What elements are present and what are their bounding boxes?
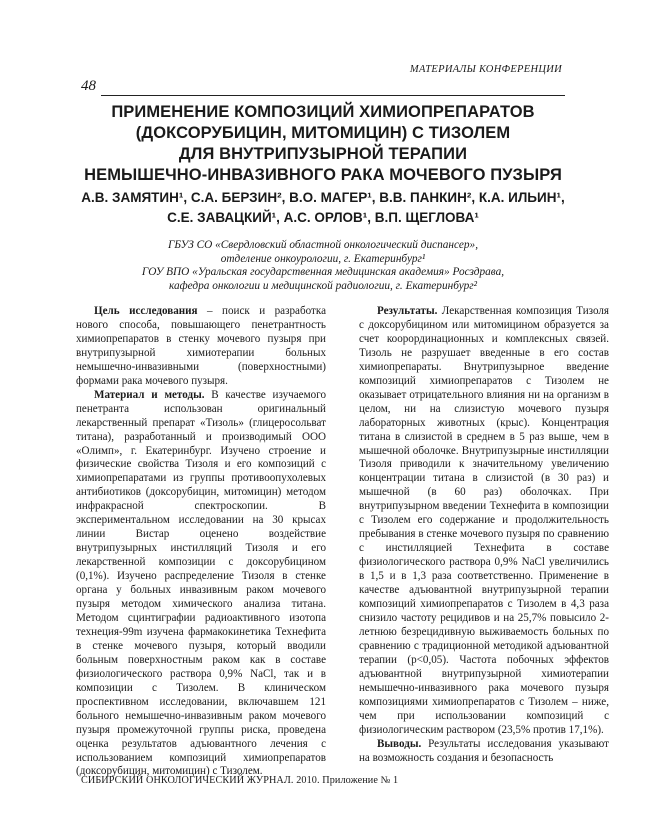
conclusions-text: Результаты исследования указывают на возможность создания и безопасность	[359, 737, 609, 764]
conclusions-label: Выводы.	[377, 737, 422, 750]
authors-line: С.Е. ЗАВАЦКИЙ¹, А.С. ОРЛОВ¹, В.П. ЩЕГЛОВА¹	[167, 210, 479, 225]
authors-line: А.В. ЗАМЯТИН¹, С.А. БЕРЗИН², В.О. МАГЕР¹, В.В. ПАНКИН², К.А. ИЛЬИН¹,	[81, 190, 565, 205]
affiliations	[70, 239, 576, 293]
title-line: ПРИМЕНЕНИЕ КОМПОЗИЦИЙ ХИМИОПРЕПАРАТОВ	[111, 103, 535, 121]
results-paragraph	[359, 305, 609, 738]
title-line: НЕМЫШЕЧНО-ИНВАЗИВНОГО РАКА МОЧЕВОГО ПУЗЫРЯ	[84, 166, 562, 184]
running-head: МАТЕРИАЛЫ КОНФЕРЕНЦИИ	[409, 64, 562, 75]
conclusions-paragraph	[359, 738, 609, 766]
article-title	[60, 102, 586, 186]
journal-footer: СИБИРСКИЙ ОНКОЛОГИЧЕСКИЙ ЖУРНАЛ. 2010. Приложение № 1	[81, 775, 399, 786]
affiliation-line: ГОУ ВПО «Уральская государственная медицинская академия» Росздрава,	[141, 266, 505, 279]
aim-paragraph	[76, 305, 326, 389]
affiliation-line: кафедра онкологии и медицинской радиологии, г. Екатеринбург²	[168, 279, 478, 292]
results-text: Лекарственная композиция Тизоля с доксорубицином или митомицином образуется за счет коорординационных и комплексных связей. Тизоль не разрушает введенные в его состав химиопрепараты. Внутрипузырное введение композиций химиопрепаратов с Тизолем не оказывает отрицательного влияния ни на организм в целом, ни на слизистую мочевого пузыря лабораторных животных (крыс). Концентрация титана в слизистой в среднем в 5 раз выше, чем в мышечной оболочке. Внутрипузырные инстилляции Тизоля приводили к значительному увеличению концентрации титана в слизистой (в 30 раз) и мышечной (в 60 раз) оболочках. При внутрипузырном введении Технефита в композиции с Тизолем его содержание и продолжительность пребывания в стенке мочевого пузыря по сравнению с инстилляцией Технефита в составе физиологического раствора 0,9% NaCl увеличились в 1,5 и в 1,3 раза соответственно. Применение в качестве адъювантной внутрипузырной терапии композиций химиопрепаратов с Тизолем в 4,3 раза снизило частоту рецидивов и на 25,7% повысило 2-летнюю безрецидивную выживаемость больных по сравнению с традиционной методикой адъювантной терапии (p<0,05). Частота побочных эффектов адъювантной внутрипузырной химиотерапии немышечно-инвазивного рака мочевого пузыря композициями химиопрепаратов с Тизолем – ниже, чем при использовании композиций с физиологическим раствором (23,5% против 17,1%).	[359, 305, 609, 736]
affiliation-line: ГБУЗ СО «Свердловский областной онкологический диспансер»,	[167, 239, 479, 251]
affiliation-line: отделение онкоурологии, г. Екатеринбург¹	[220, 252, 426, 265]
left-column	[76, 305, 326, 779]
header-rule	[101, 95, 565, 96]
methods-text: В качестве изучаемого пенетранта использован оригинальный лекарственный препарат «Тизоль» (глицеросольват титана), разработанный и производимый ООО «Олимп», г. Екатеринбург. Изучено строение и физические свойства Тизоля и его композиций с химиопрепаратами из группы противоопухолевых антибиотиков (доксорубицин, митомицин) методом инфракрасной спектроскопии. В экспериментальном исследовании на 30 крысах линии Вистар оценено воздействие внутрипузырных инстилляций Тизоля и его лекарственной композиции с доксорубицином (0,1%). Изучено распределение Тизоля в стенке органа у больных инвазивным раком мочевого пузыря методом химического анализа титана. Методом сцинтиграфии радиоактивного изотопа технеция-99m изучена фармакокинетика Технефита в стенке мочевого пузыря, который вводили больным поверхностным раком как в составе физиологического раствора 0,9% NaCl, так и в композиции с Тизолем. В клиническом проспективном исследовании, включавшем 121 больного немышечно-инвазивным раком мочевого пузыря промежуточной группы риска, проведена оценка результатов адъювантного лечения с использованием композиций химиопрепаратов (доксорубицин, митомицин) с Тизолем.	[76, 388, 326, 778]
title-line: ДЛЯ ВНУТРИПУЗЫРНОЙ ТЕРАПИИ	[178, 145, 468, 163]
author-list	[60, 188, 586, 228]
page-number: 48	[81, 78, 96, 94]
title-line: (ДОКСОРУБИЦИН, МИТОМИЦИН) С ТИЗОЛЕМ	[135, 124, 511, 142]
aim-text: – поиск и разработка нового способа, повышающего пенетрантность химиопрепаратов в стенку мочевого пузыря при внутрипузырной химиотерапии больных немышечно-инвазивными (поверхностными) формами рака мочевого пузыря.	[76, 305, 326, 387]
results-label: Результаты.	[377, 305, 438, 317]
methods-paragraph	[76, 389, 326, 780]
right-column	[359, 305, 609, 765]
methods-label: Материал и методы.	[94, 388, 205, 401]
aim-label: Цель исследования	[94, 305, 198, 317]
